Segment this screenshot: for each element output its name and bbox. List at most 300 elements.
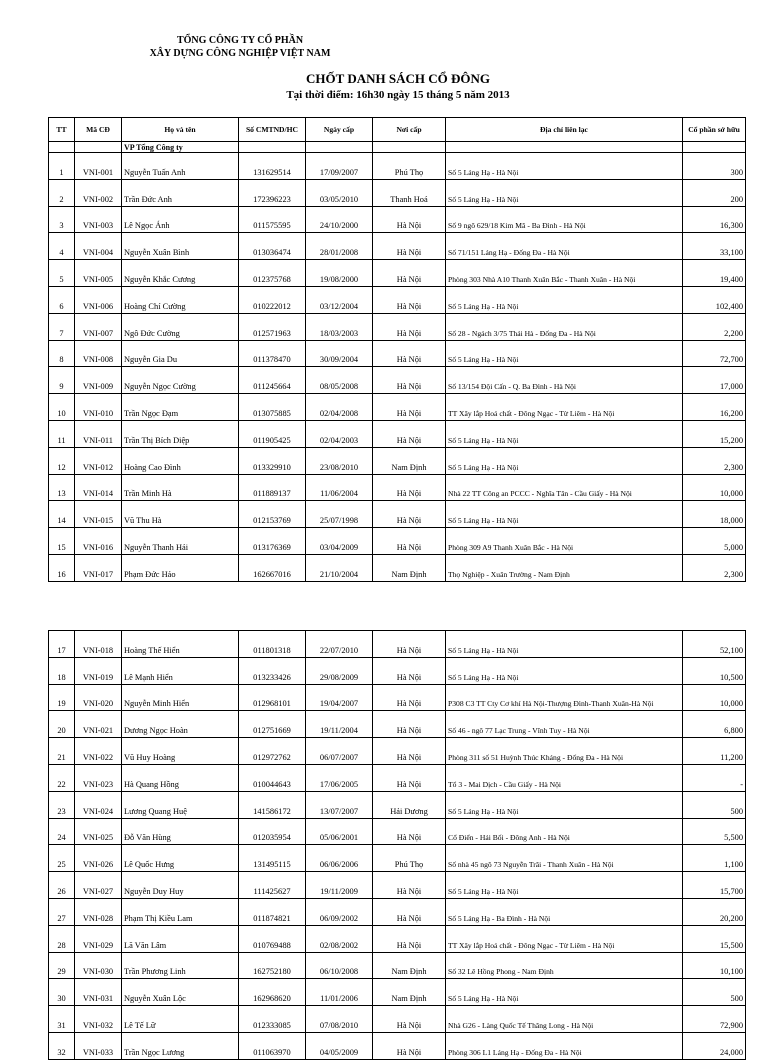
- cell-tt: 14: [49, 501, 75, 528]
- cell-address: Số 5 Láng Hạ - Hà Nội: [446, 791, 683, 818]
- cell-shareholder-code: VNI-004: [75, 233, 122, 260]
- cell-address: TT Xây lắp Hoá chất - Đông Ngạc - Từ Liêm - Hà Nội: [446, 394, 683, 421]
- cell-shareholder-code: VNI-015: [75, 501, 122, 528]
- cell-address: Thọ Nghiệp - Xuân Trường - Nam Định: [446, 554, 683, 581]
- cell-address: P308 C3 TT Cty Cơ khí Hà Nội-Thượng Đình-Thanh Xuân-Hà Nội: [446, 684, 683, 711]
- cell-tt: 21: [49, 738, 75, 765]
- header-shareholder-code: Mã CĐ: [75, 118, 122, 142]
- cell-shareholder-code: VNI-025: [75, 818, 122, 845]
- cell-issue-date: 19/08/2000: [306, 260, 373, 287]
- cell-shareholder-code: VNI-001: [75, 153, 122, 180]
- cell-full-name: Lã Văn Lâm: [122, 925, 239, 952]
- cell-address: Phòng 311 số 51 Huỳnh Thúc Kháng - Đống Đa - Hà Nội: [446, 738, 683, 765]
- cell-issue-place: Hà Nội: [373, 764, 446, 791]
- cell-id-number: 011575595: [239, 206, 306, 233]
- table-row: [49, 657, 746, 684]
- cell-shares: 6,800: [683, 711, 746, 738]
- cell-issue-place: Hải Dương: [373, 791, 446, 818]
- cell-issue-place: Phú Thọ: [373, 153, 446, 180]
- cell-address: Số 5 Láng Hạ - Hà Nội: [446, 872, 683, 899]
- cell-issue-date: 30/09/2004: [306, 340, 373, 367]
- cell-full-name: Nguyễn Duy Huy: [122, 872, 239, 899]
- cell-full-name: Dương Ngọc Hoàn: [122, 711, 239, 738]
- cell-id-number: 011889137: [239, 474, 306, 501]
- cell-shareholder-code: VNI-010: [75, 394, 122, 421]
- cell-full-name: Trần Đức Anh: [122, 179, 239, 206]
- cell-tt: 32: [49, 1032, 75, 1059]
- header-address: Địa chỉ liên lạc: [446, 118, 683, 142]
- cell-shareholder-code: VNI-029: [75, 925, 122, 952]
- cell-id-number: 012968101: [239, 684, 306, 711]
- cell-full-name: Hoàng Thế Hiển: [122, 631, 239, 658]
- cell-full-name: Trần Minh Hà: [122, 474, 239, 501]
- cell-address: Nhà G26 - Làng Quốc Tế Thăng Long - Hà Nội: [446, 1006, 683, 1033]
- cell-issue-place: Nam Định: [373, 447, 446, 474]
- cell-full-name: Ngô Đức Cường: [122, 313, 239, 340]
- cell-id-number: 013329910: [239, 447, 306, 474]
- header-full-name: Họ và tên: [122, 118, 239, 142]
- cell-issue-place: Hà Nội: [373, 528, 446, 555]
- cell-id-number: 012972762: [239, 738, 306, 765]
- company-name-line2: XÂY DỰNG CÔNG NGHIỆP VIỆT NAM: [149, 48, 331, 59]
- cell-full-name: Lê Tế Lữ: [122, 1006, 239, 1033]
- cell-shares: 10,100: [683, 952, 746, 979]
- cell-issue-place: Hà Nội: [373, 286, 446, 313]
- table-row: [49, 447, 746, 474]
- table-row: [49, 367, 746, 394]
- cell-shares: 5,000: [683, 528, 746, 555]
- cell-full-name: Nguyễn Xuân Bình: [122, 233, 239, 260]
- cell-address: TT Xây lắp Hoá chất - Đông Ngạc - Từ Liêm - Hà Nội: [446, 925, 683, 952]
- cell-issue-place: Nam Định: [373, 979, 446, 1006]
- group-row: [49, 142, 746, 153]
- table-row: [49, 260, 746, 287]
- cell-issue-date: 17/09/2007: [306, 153, 373, 180]
- cell-id-number: 011874821: [239, 898, 306, 925]
- cell-shareholder-code: VNI-020: [75, 684, 122, 711]
- cell-shareholder-code: VNI-007: [75, 313, 122, 340]
- cell-tt: 27: [49, 898, 75, 925]
- cell-issue-date: 05/06/2001: [306, 818, 373, 845]
- cell-tt: 18: [49, 657, 75, 684]
- table-row: [49, 206, 746, 233]
- cell-shares: 33,100: [683, 233, 746, 260]
- cell-shares: 500: [683, 791, 746, 818]
- cell-shares: 300: [683, 153, 746, 180]
- cell-full-name: Trần Thị Bích Diệp: [122, 420, 239, 447]
- cell-shareholder-code: VNI-026: [75, 845, 122, 872]
- cell-full-name: Phạm Đức Hảo: [122, 554, 239, 581]
- cell-shares: 15,500: [683, 925, 746, 952]
- cell-shareholder-code: VNI-022: [75, 738, 122, 765]
- table-row: [49, 711, 746, 738]
- cell-issue-place: Hà Nội: [373, 872, 446, 899]
- cell-issue-date: 11/06/2004: [306, 474, 373, 501]
- cell-issue-date: 24/10/2000: [306, 206, 373, 233]
- header-issue-place: Nơi cấp: [373, 118, 446, 142]
- cell-issue-place: Nam Định: [373, 952, 446, 979]
- cell-shareholder-code: VNI-016: [75, 528, 122, 555]
- cell-tt: 30: [49, 979, 75, 1006]
- table-row: [49, 233, 746, 260]
- cell-issue-place: Hà Nội: [373, 474, 446, 501]
- cell-issue-date: 13/07/2007: [306, 791, 373, 818]
- cell-tt: 23: [49, 791, 75, 818]
- cell-tt: 2: [49, 179, 75, 206]
- cell-tt: 8: [49, 340, 75, 367]
- cell-full-name: Trần Phương Linh: [122, 952, 239, 979]
- cell-tt: 13: [49, 474, 75, 501]
- table-row: [49, 528, 746, 555]
- cell-full-name: Trần Ngọc Đạm: [122, 394, 239, 421]
- cell-full-name: Phạm Thị Kiều Lam: [122, 898, 239, 925]
- cell-issue-place: Hà Nội: [373, 260, 446, 287]
- cell-full-name: Nguyễn Gia Du: [122, 340, 239, 367]
- cell-id-number: 011905425: [239, 420, 306, 447]
- cell-full-name: Nguyễn Ngọc Cường: [122, 367, 239, 394]
- cell-full-name: Hà Quang Hồng: [122, 764, 239, 791]
- cell-id-number: 131629514: [239, 153, 306, 180]
- cell-address: Số 5 Láng Hạ - Hà Nội: [446, 286, 683, 313]
- cell-shareholder-code: VNI-017: [75, 554, 122, 581]
- cell-shares: 24,000: [683, 1032, 746, 1059]
- cell-id-number: 013176369: [239, 528, 306, 555]
- cell-id-number: 011245664: [239, 367, 306, 394]
- cell-issue-date: 19/11/2009: [306, 872, 373, 899]
- cell-shareholder-code: VNI-027: [75, 872, 122, 899]
- cell-issue-place: Hà Nội: [373, 631, 446, 658]
- cell-issue-place: Hà Nội: [373, 925, 446, 952]
- table-row: [49, 898, 746, 925]
- table-row: [49, 179, 746, 206]
- cell-shareholder-code: VNI-002: [75, 179, 122, 206]
- cell-shareholder-code: VNI-024: [75, 791, 122, 818]
- cell-tt: 17: [49, 631, 75, 658]
- cell-issue-place: Hà Nội: [373, 367, 446, 394]
- cell-shares: 15,200: [683, 420, 746, 447]
- cell-id-number: 011801318: [239, 631, 306, 658]
- table-row: [49, 818, 746, 845]
- cell-issue-place: Hà Nội: [373, 313, 446, 340]
- cell-shares: 72,700: [683, 340, 746, 367]
- table-row: [49, 872, 746, 899]
- cell-full-name: Lê Quốc Hưng: [122, 845, 239, 872]
- cell-id-number: 012571963: [239, 313, 306, 340]
- cell-id-number: 141586172: [239, 791, 306, 818]
- cell-issue-place: Hà Nội: [373, 501, 446, 528]
- cell-issue-date: 25/07/1998: [306, 501, 373, 528]
- cell-issue-date: 06/09/2002: [306, 898, 373, 925]
- cell-full-name: Lê Mạnh Hiển: [122, 657, 239, 684]
- cell-issue-date: 04/05/2009: [306, 1032, 373, 1059]
- cell-shareholder-code: VNI-006: [75, 286, 122, 313]
- cell-address: Số 5 Láng Hạ - Hà Nội: [446, 340, 683, 367]
- cell-address: Phòng 309 A9 Thanh Xuân Bắc - Hà Nội: [446, 528, 683, 555]
- cell-address: Nhà 22 TT Công an PCCC - Nghĩa Tân - Cầu Giấy - Hà Nội: [446, 474, 683, 501]
- cell-tt: 7: [49, 313, 75, 340]
- cell-issue-date: 19/04/2007: [306, 684, 373, 711]
- cell-issue-date: 22/07/2010: [306, 631, 373, 658]
- cell-issue-place: Hà Nội: [373, 1032, 446, 1059]
- cell-shares: 19,400: [683, 260, 746, 287]
- cell-shareholder-code: VNI-011: [75, 420, 122, 447]
- table-row: [49, 952, 746, 979]
- table-row: [49, 1006, 746, 1033]
- cell-shareholder-code: VNI-005: [75, 260, 122, 287]
- cell-full-name: Nguyễn Tuấn Anh: [122, 153, 239, 180]
- header-tt: TT: [49, 118, 75, 142]
- cell-full-name: Hoàng Cao Đình: [122, 447, 239, 474]
- cell-issue-date: 06/06/2006: [306, 845, 373, 872]
- cell-tt: 12: [49, 447, 75, 474]
- cell-shares: 5,500: [683, 818, 746, 845]
- cell-id-number: 010222012: [239, 286, 306, 313]
- table-row: [49, 1032, 746, 1059]
- cell-issue-date: 21/10/2004: [306, 554, 373, 581]
- cell-shares: -: [683, 764, 746, 791]
- cell-issue-place: Hà Nội: [373, 420, 446, 447]
- cell-tt: 26: [49, 872, 75, 899]
- cell-address: Phòng 306 L1 Láng Hạ - Đống Đa - Hà Nội: [446, 1032, 683, 1059]
- cell-issue-place: Hà Nội: [373, 898, 446, 925]
- cell-issue-date: 03/04/2009: [306, 528, 373, 555]
- cell-issue-place: Hà Nội: [373, 1006, 446, 1033]
- cell-issue-place: Hà Nội: [373, 684, 446, 711]
- cell-issue-place: Thanh Hoá: [373, 179, 446, 206]
- cell-issue-place: Hà Nội: [373, 394, 446, 421]
- cell-full-name: Nguyễn Thanh Hải: [122, 528, 239, 555]
- cell-shareholder-code: VNI-019: [75, 657, 122, 684]
- cell-id-number: 012153769: [239, 501, 306, 528]
- cell-shares: 20,200: [683, 898, 746, 925]
- group-label: VP Tổng Công ty: [122, 142, 239, 153]
- cell-tt: 31: [49, 1006, 75, 1033]
- cell-shares: 52,100: [683, 631, 746, 658]
- cell-address: Số 5 Láng Hạ - Hà Nội: [446, 501, 683, 528]
- cell-shares: 2,300: [683, 554, 746, 581]
- table-row: [49, 420, 746, 447]
- cell-full-name: Lê Ngọc Ánh: [122, 206, 239, 233]
- cell-id-number: 013036474: [239, 233, 306, 260]
- document-subtitle: Tại thời điểm: 16h30 ngày 15 tháng 5 năm 2013: [286, 89, 510, 101]
- table-row: [49, 684, 746, 711]
- table-row: [49, 340, 746, 367]
- cell-shareholder-code: VNI-014: [75, 474, 122, 501]
- cell-shares: 10,000: [683, 474, 746, 501]
- cell-shares: 18,000: [683, 501, 746, 528]
- cell-address: Số 5 Láng Hạ - Hà Nội: [446, 979, 683, 1006]
- cell-address: Số 5 Láng Hạ - Hà Nội: [446, 420, 683, 447]
- table-row: [49, 845, 746, 872]
- cell-tt: 28: [49, 925, 75, 952]
- cell-full-name: Hoàng Chí Cường: [122, 286, 239, 313]
- cell-id-number: 010044643: [239, 764, 306, 791]
- table-row: [49, 791, 746, 818]
- cell-tt: 1: [49, 153, 75, 180]
- cell-issue-place: Hà Nội: [373, 711, 446, 738]
- cell-issue-place: Hà Nội: [373, 340, 446, 367]
- cell-tt: 4: [49, 233, 75, 260]
- cell-address: Số 71/151 Láng Hạ - Đống Đa - Hà Nội: [446, 233, 683, 260]
- cell-id-number: 172396223: [239, 179, 306, 206]
- cell-tt: 10: [49, 394, 75, 421]
- cell-address: Số 46 - ngõ 77 Lạc Trung - Vĩnh Tuy - Hà Nội: [446, 711, 683, 738]
- cell-issue-date: 17/06/2005: [306, 764, 373, 791]
- cell-address: Cổ Điển - Hải Bối - Đông Anh - Hà Nội: [446, 818, 683, 845]
- cell-issue-place: Hà Nội: [373, 233, 446, 260]
- shareholder-table-page2: [48, 630, 746, 1060]
- table-row: [49, 764, 746, 791]
- company-name-line1: TỔNG CÔNG TY CỔ PHẦN: [176, 35, 304, 46]
- cell-issue-date: 19/11/2004: [306, 711, 373, 738]
- cell-tt: 9: [49, 367, 75, 394]
- cell-shareholder-code: VNI-008: [75, 340, 122, 367]
- cell-shareholder-code: VNI-012: [75, 447, 122, 474]
- cell-id-number: 162667016: [239, 554, 306, 581]
- cell-shares: 1,100: [683, 845, 746, 872]
- cell-tt: 11: [49, 420, 75, 447]
- cell-shareholder-code: VNI-021: [75, 711, 122, 738]
- cell-issue-date: 03/05/2010: [306, 179, 373, 206]
- cell-issue-date: 03/12/2004: [306, 286, 373, 313]
- cell-address: Số 5 Láng Hạ - Hà Nội: [446, 153, 683, 180]
- cell-shares: 11,200: [683, 738, 746, 765]
- cell-id-number: 162968620: [239, 979, 306, 1006]
- table-row: [49, 153, 746, 180]
- table-row: [49, 313, 746, 340]
- cell-issue-date: 18/03/2003: [306, 313, 373, 340]
- cell-issue-date: 02/04/2008: [306, 394, 373, 421]
- cell-issue-date: 07/08/2010: [306, 1006, 373, 1033]
- cell-address: Số 5 Láng Hạ - Hà Nội: [446, 447, 683, 474]
- cell-id-number: 012333085: [239, 1006, 306, 1033]
- cell-address: Phòng 303 Nhà A10 Thanh Xuân Bắc - Thanh Xuân - Hà Nội: [446, 260, 683, 287]
- cell-address: Số 13/154 Đội Cấn - Q. Ba Đình - Hà Nội: [446, 367, 683, 394]
- header-id-number: Số CMTND/HC: [239, 118, 306, 142]
- cell-shares: 17,000: [683, 367, 746, 394]
- cell-id-number: 131495115: [239, 845, 306, 872]
- table-row: [49, 631, 746, 658]
- cell-tt: 16: [49, 554, 75, 581]
- cell-tt: 29: [49, 952, 75, 979]
- table-row: [49, 925, 746, 952]
- cell-full-name: Nguyễn Khắc Cương: [122, 260, 239, 287]
- cell-id-number: 012751669: [239, 711, 306, 738]
- cell-issue-date: 23/08/2010: [306, 447, 373, 474]
- cell-shares: 200: [683, 179, 746, 206]
- table-row: [49, 554, 746, 581]
- cell-issue-date: 06/10/2008: [306, 952, 373, 979]
- table-row: [49, 501, 746, 528]
- cell-id-number: 010769488: [239, 925, 306, 952]
- cell-full-name: Nguyễn Minh Hiển: [122, 684, 239, 711]
- header-issue-date: Ngày cấp: [306, 118, 373, 142]
- cell-tt: 3: [49, 206, 75, 233]
- cell-issue-date: 02/04/2003: [306, 420, 373, 447]
- cell-address: Số 5 Láng Hạ - Hà Nội: [446, 631, 683, 658]
- document-title: CHỐT DANH SÁCH CỔ ĐÔNG: [306, 71, 490, 86]
- cell-full-name: Vũ Huy Hoàng: [122, 738, 239, 765]
- cell-tt: 22: [49, 764, 75, 791]
- cell-id-number: 011378470: [239, 340, 306, 367]
- cell-address: Số 28 - Ngách 3/75 Thái Hà - Đống Đa - Hà Nội: [446, 313, 683, 340]
- cell-shareholder-code: VNI-031: [75, 979, 122, 1006]
- cell-shares: 2,300: [683, 447, 746, 474]
- cell-tt: 15: [49, 528, 75, 555]
- cell-shares: 102,400: [683, 286, 746, 313]
- cell-id-number: 012375768: [239, 260, 306, 287]
- cell-address: Tổ 3 - Mai Dịch - Cầu Giấy - Hà Nội: [446, 764, 683, 791]
- cell-tt: 24: [49, 818, 75, 845]
- cell-tt: 6: [49, 286, 75, 313]
- shareholder-table-page1: [48, 117, 746, 582]
- cell-shares: 16,200: [683, 394, 746, 421]
- cell-tt: 25: [49, 845, 75, 872]
- cell-id-number: 013075885: [239, 394, 306, 421]
- cell-shares: 16,300: [683, 206, 746, 233]
- cell-shareholder-code: VNI-009: [75, 367, 122, 394]
- cell-shareholder-code: VNI-032: [75, 1006, 122, 1033]
- cell-tt: 5: [49, 260, 75, 287]
- cell-shareholder-code: VNI-033: [75, 1032, 122, 1059]
- table-row: [49, 738, 746, 765]
- cell-issue-place: Hà Nội: [373, 738, 446, 765]
- table-row: [49, 979, 746, 1006]
- cell-shares: 10,500: [683, 657, 746, 684]
- cell-issue-date: 06/07/2007: [306, 738, 373, 765]
- cell-shares: 10,000: [683, 684, 746, 711]
- cell-issue-date: 29/08/2009: [306, 657, 373, 684]
- table-row: [49, 394, 746, 421]
- table-header-row: [49, 118, 746, 142]
- cell-shareholder-code: VNI-003: [75, 206, 122, 233]
- table-row: [49, 474, 746, 501]
- cell-shares: 500: [683, 979, 746, 1006]
- cell-tt: 20: [49, 711, 75, 738]
- cell-address: Số 9 ngõ 629/18 Kim Mã - Ba Đình - Hà Nội: [446, 206, 683, 233]
- cell-shares: 72,900: [683, 1006, 746, 1033]
- cell-full-name: Nguyễn Xuân Lộc: [122, 979, 239, 1006]
- cell-issue-place: Nam Định: [373, 554, 446, 581]
- cell-address: Số 5 Láng Hạ - Ba Đình - Hà Nội: [446, 898, 683, 925]
- cell-issue-date: 08/05/2008: [306, 367, 373, 394]
- cell-address: Số 5 Láng Hạ - Hà Nội: [446, 657, 683, 684]
- cell-id-number: 111425627: [239, 872, 306, 899]
- cell-issue-place: Hà Nội: [373, 657, 446, 684]
- cell-full-name: Vũ Thu Hà: [122, 501, 239, 528]
- cell-issue-place: Phú Thọ: [373, 845, 446, 872]
- cell-shares: 2,200: [683, 313, 746, 340]
- cell-full-name: Lương Quang Huệ: [122, 791, 239, 818]
- header-shares: Cổ phần sở hữu: [683, 118, 746, 142]
- cell-id-number: 013233426: [239, 657, 306, 684]
- table-row: [49, 286, 746, 313]
- cell-address: Số 32 Lê Hồng Phong - Nam Định: [446, 952, 683, 979]
- cell-shareholder-code: VNI-028: [75, 898, 122, 925]
- cell-issue-date: 02/08/2002: [306, 925, 373, 952]
- cell-issue-place: Hà Nội: [373, 818, 446, 845]
- cell-full-name: Trần Ngọc Lương: [122, 1032, 239, 1059]
- cell-id-number: 012035954: [239, 818, 306, 845]
- cell-id-number: 162752180: [239, 952, 306, 979]
- cell-issue-date: 11/01/2006: [306, 979, 373, 1006]
- cell-shareholder-code: VNI-023: [75, 764, 122, 791]
- cell-shareholder-code: VNI-030: [75, 952, 122, 979]
- cell-shareholder-code: VNI-018: [75, 631, 122, 658]
- cell-tt: 19: [49, 684, 75, 711]
- cell-address: Số 5 Láng Hạ - Hà Nội: [446, 179, 683, 206]
- cell-id-number: 011063970: [239, 1032, 306, 1059]
